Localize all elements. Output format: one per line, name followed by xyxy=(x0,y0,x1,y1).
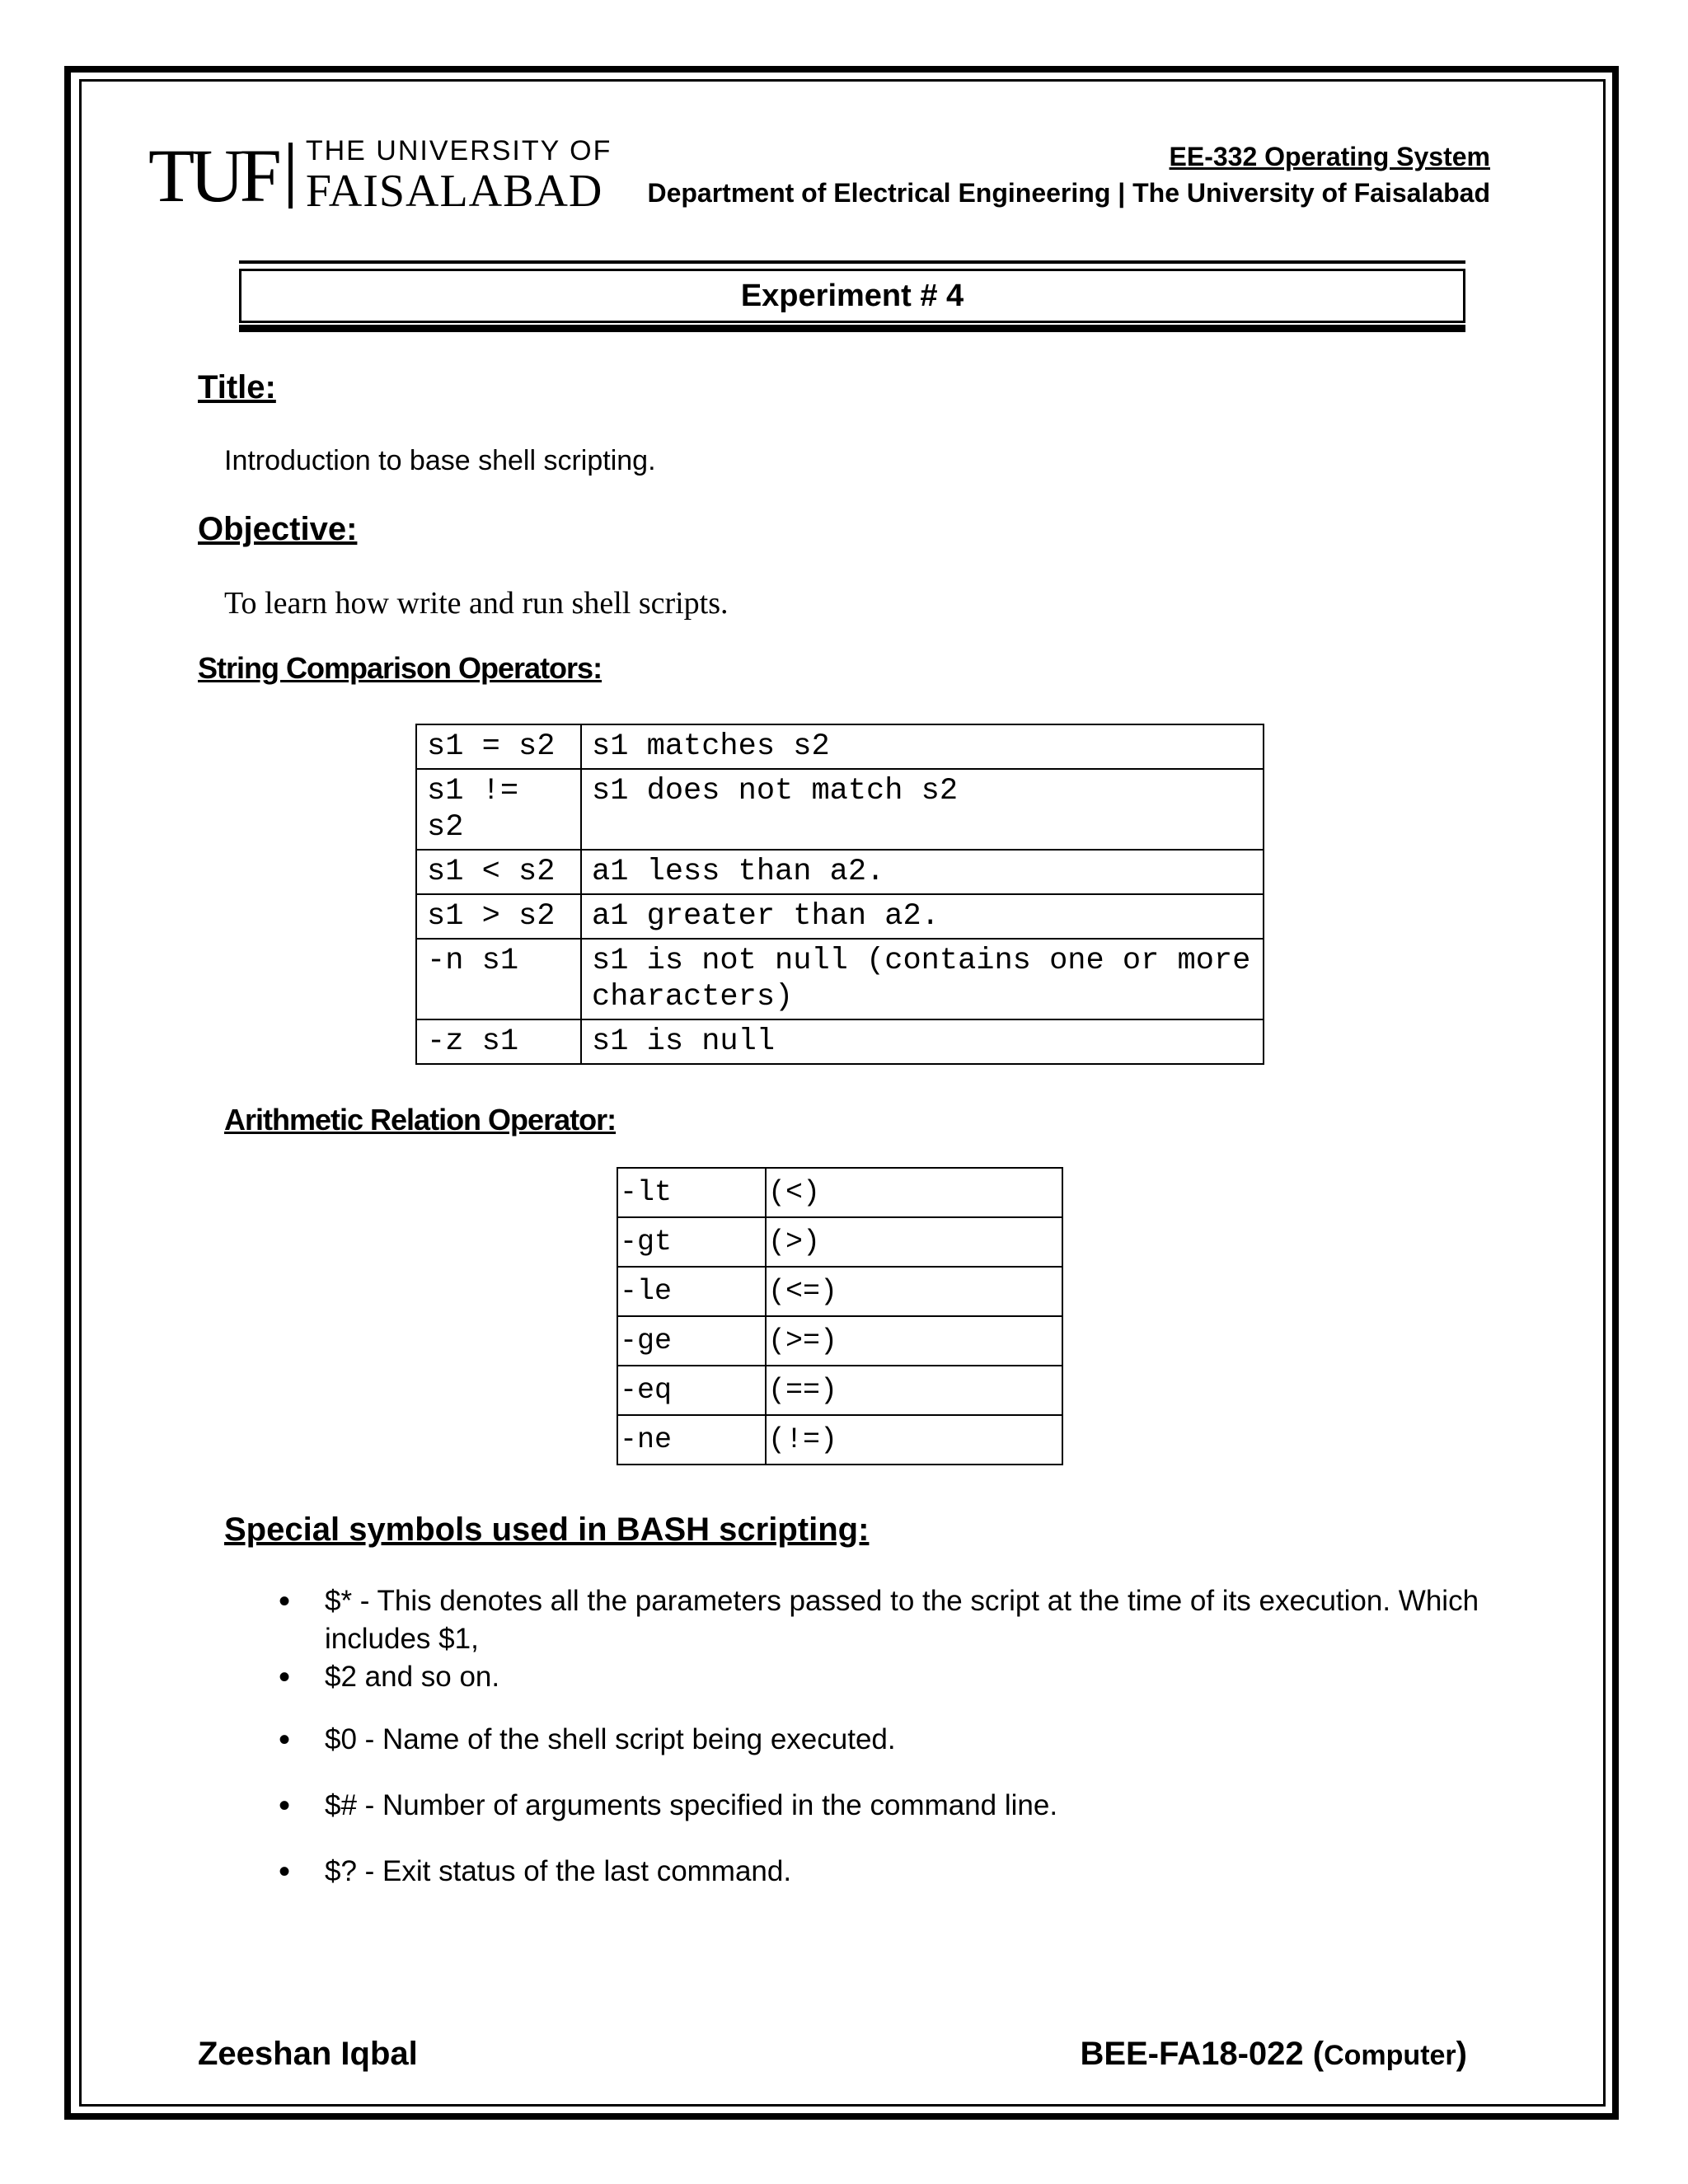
list-item: • $* - This denotes all the parameters passed to the script at the time of its execution. Which includes $1, xyxy=(272,1582,1508,1658)
course-header xyxy=(647,138,1490,211)
table-row xyxy=(416,850,1264,894)
meaning-cell: (==) xyxy=(766,1366,1062,1415)
objective-text: To learn how write and run shell scripts. xyxy=(224,586,729,621)
experiment-rule-bottom xyxy=(239,325,1465,332)
meaning-cell: a1 less than a2. xyxy=(581,850,1264,894)
table-row xyxy=(416,724,1264,769)
meaning-cell: s1 is null xyxy=(581,1019,1264,1064)
operator-cell: s1 > s2 xyxy=(416,894,581,939)
string-ops-heading: String Comparison Operators: xyxy=(198,651,603,685)
operator-cell: -lt xyxy=(617,1168,766,1217)
operator-cell: -n s1 xyxy=(416,939,581,1019)
list-item: • $# - Number of arguments specified in the command line. xyxy=(272,1787,1508,1825)
logo-bottom-text: FAISALABAD xyxy=(305,166,603,217)
arith-ops-heading: Arithmetic Relation Operator: xyxy=(224,1103,617,1137)
arith-ops-table xyxy=(617,1167,1063,1465)
table-row xyxy=(416,894,1264,939)
table-row xyxy=(617,1316,1062,1366)
table-row xyxy=(617,1366,1062,1415)
experiment-heading xyxy=(239,269,1465,323)
meaning-cell: (<) xyxy=(766,1168,1062,1217)
table-row xyxy=(416,939,1264,1019)
department-line: Department of Electrical Engineering | The University of Faisalabad xyxy=(647,178,1490,208)
list-item: • $? - Exit status of the last command. xyxy=(272,1853,1508,1891)
operator-cell: -ne xyxy=(617,1415,766,1465)
meaning-cell: (>) xyxy=(766,1217,1062,1267)
special-symbols-list xyxy=(272,1582,1508,1891)
roll-number: BEE-FA18-022 ( xyxy=(1080,2036,1325,2072)
meaning-cell: (>=) xyxy=(766,1316,1062,1366)
title-heading: Title: xyxy=(198,369,276,405)
objective-heading: Objective: xyxy=(198,511,358,547)
meaning-cell: s1 is not null (contains one or more characters) xyxy=(581,939,1264,1019)
experiment-rule-top xyxy=(239,260,1465,264)
table-row xyxy=(416,1019,1264,1064)
university-logo xyxy=(148,134,612,218)
table-row xyxy=(617,1415,1062,1465)
special-symbols-heading: Special symbols used in BASH scripting: xyxy=(224,1511,870,1548)
meaning-cell: (!=) xyxy=(766,1415,1062,1465)
roll-close: ) xyxy=(1456,2036,1467,2072)
operator-cell: s1 != s2 xyxy=(416,769,581,850)
list-item: • $0 - Name of the shell script being executed. xyxy=(272,1721,1508,1759)
operator-cell: -eq xyxy=(617,1366,766,1415)
meaning-cell: s1 does not match s2 xyxy=(581,769,1264,850)
operator-cell: -z s1 xyxy=(416,1019,581,1064)
experiment-title: Experiment # 4 xyxy=(740,278,964,313)
student-roll xyxy=(1080,2036,1467,2073)
logo-top-text: THE UNIVERSITY OF xyxy=(305,135,612,166)
operator-cell: -le xyxy=(617,1267,766,1316)
meaning-cell: a1 greater than a2. xyxy=(581,894,1264,939)
table-row xyxy=(416,769,1264,850)
operator-cell: s1 < s2 xyxy=(416,850,581,894)
title-text: Introduction to base shell scripting. xyxy=(224,445,656,476)
meaning-cell: (<=) xyxy=(766,1267,1062,1316)
string-ops-table xyxy=(415,724,1264,1065)
table-row xyxy=(617,1267,1062,1316)
meaning-cell: s1 matches s2 xyxy=(581,724,1264,769)
list-item: • $2 and so on. xyxy=(272,1658,1508,1696)
course-title: EE-332 Operating System xyxy=(1169,142,1490,171)
table-row xyxy=(617,1168,1062,1217)
operator-cell: -ge xyxy=(617,1316,766,1366)
table-row xyxy=(617,1217,1062,1267)
operator-cell: s1 = s2 xyxy=(416,724,581,769)
student-name: Zeeshan Iqbal xyxy=(198,2036,418,2072)
logo-divider xyxy=(288,143,293,209)
logo-mark: TUF xyxy=(148,134,277,218)
program-name: Computer xyxy=(1324,2040,1456,2071)
operator-cell: -gt xyxy=(617,1217,766,1267)
